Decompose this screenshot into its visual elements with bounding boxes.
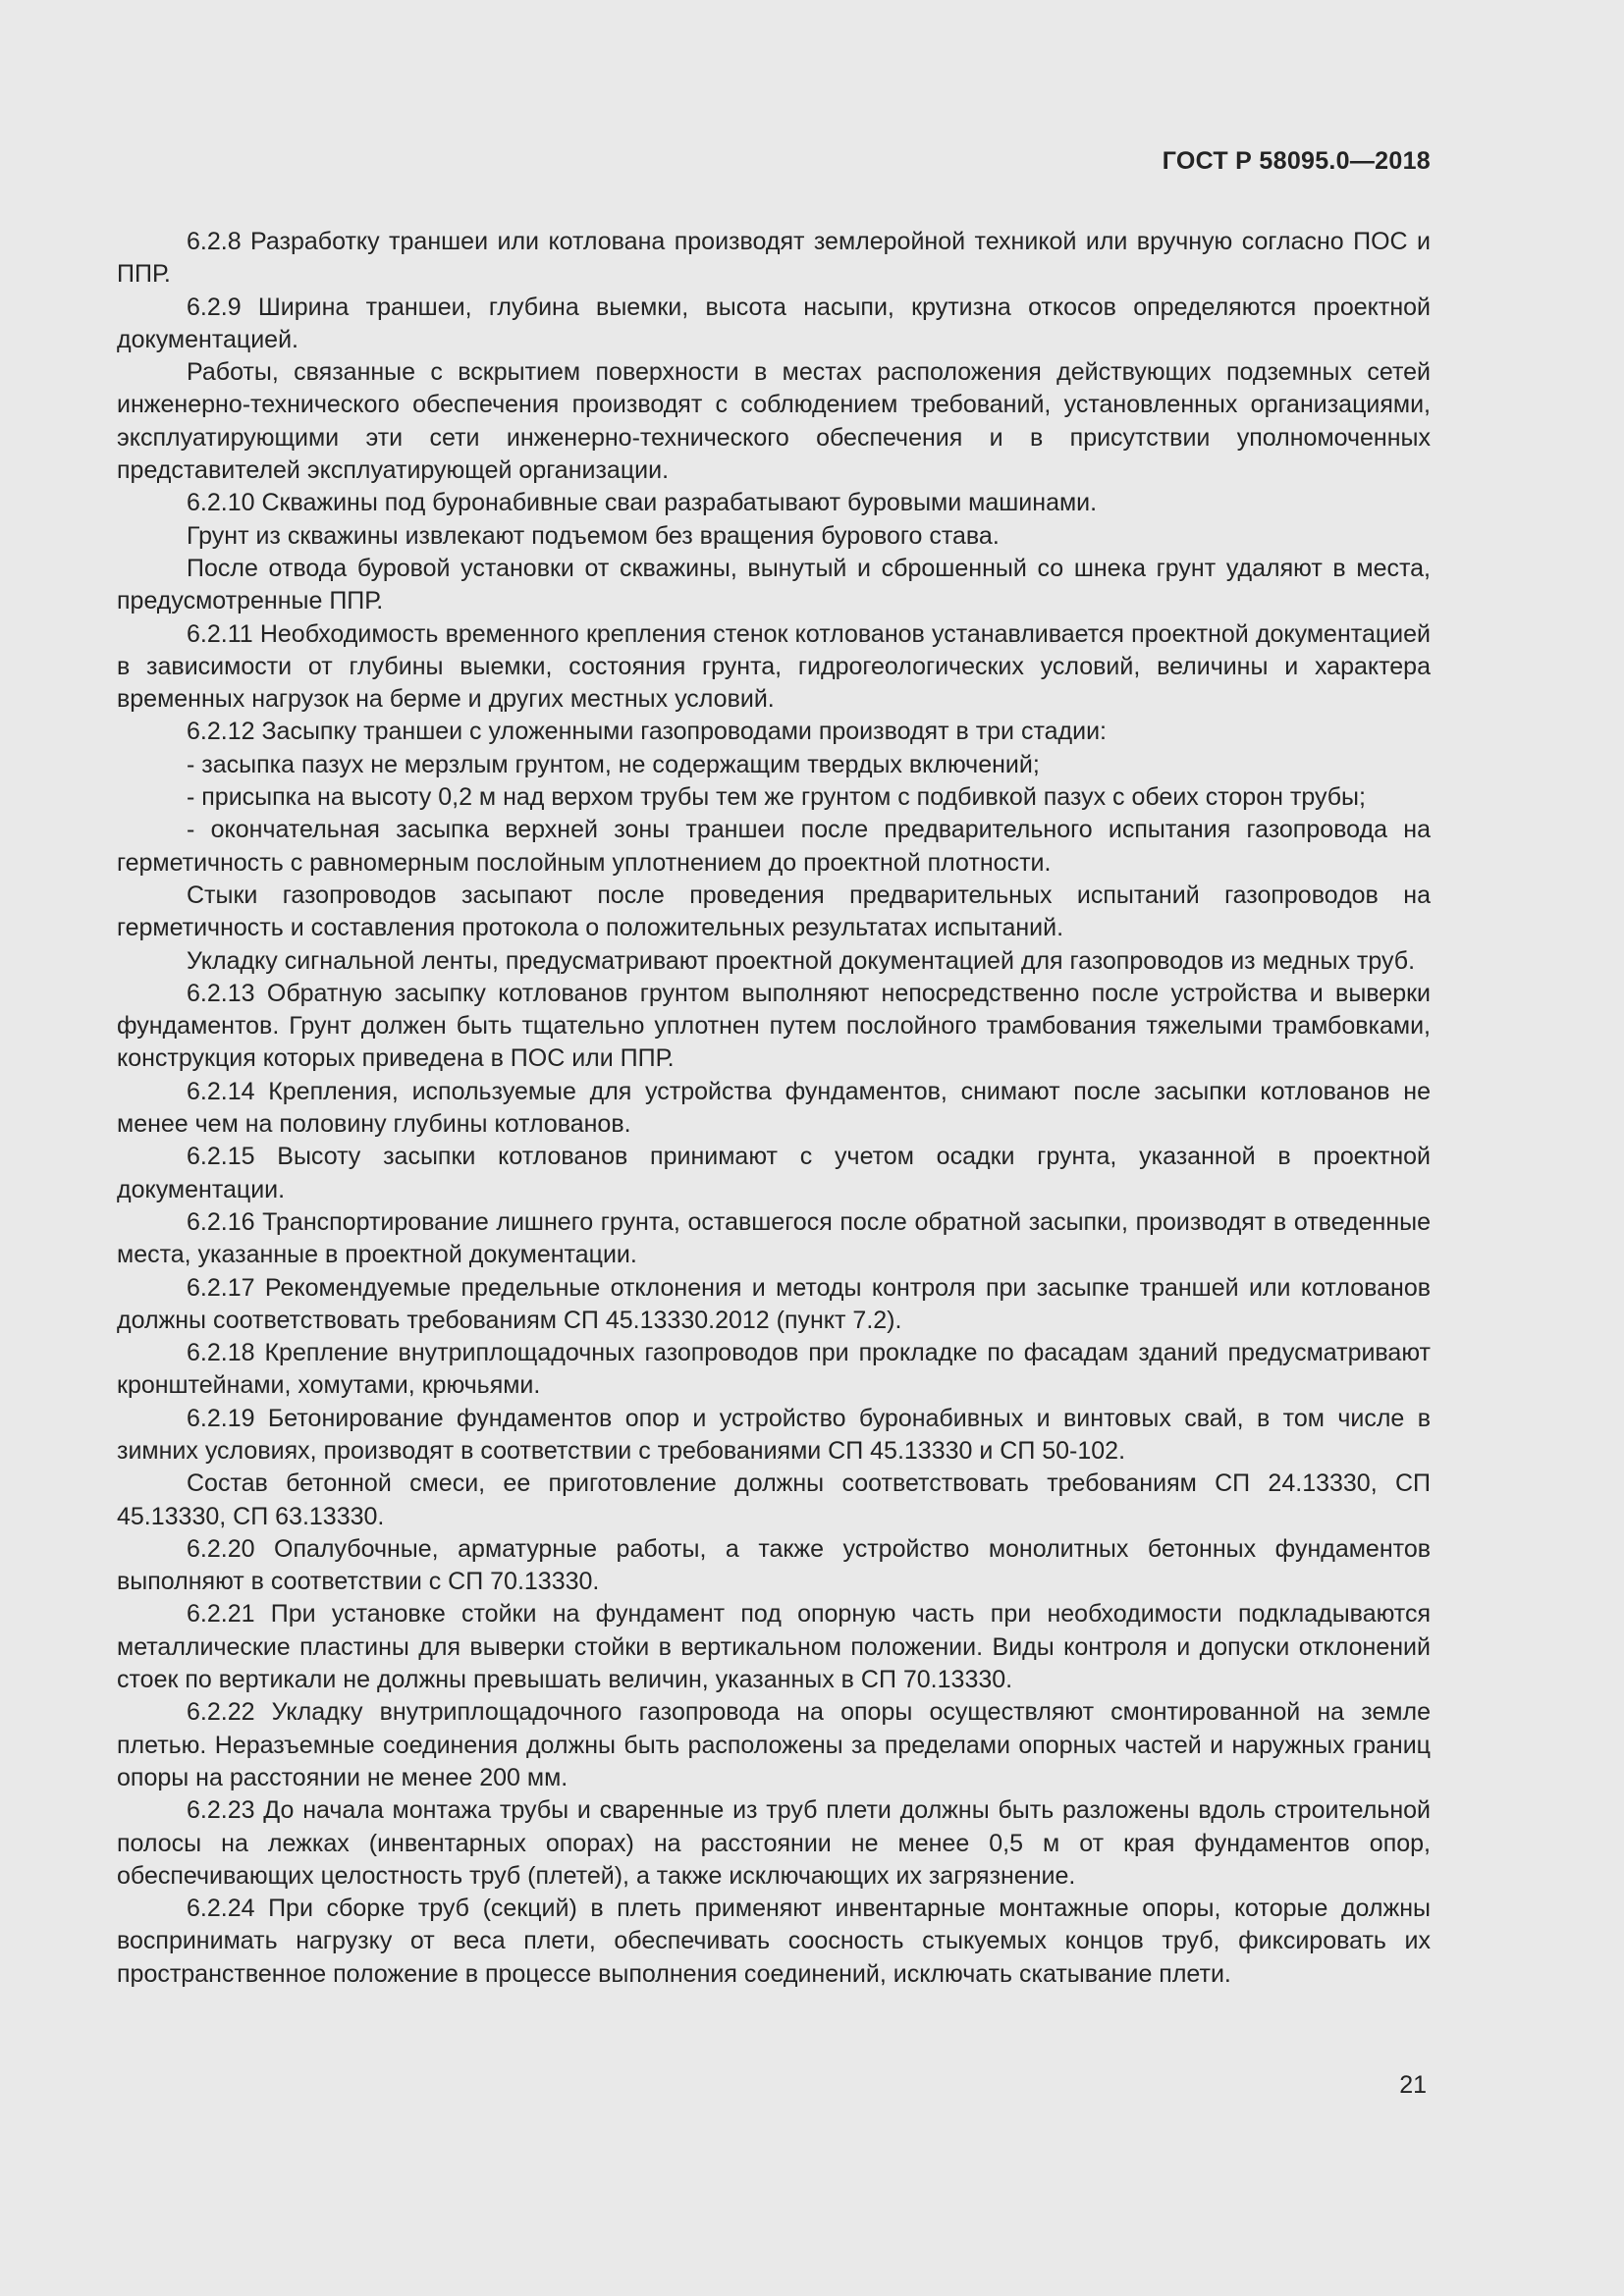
paragraph-6-2-12: 6.2.12 Засыпку траншеи с уложенными газопроводами производят в три стадии: [187, 718, 1107, 746]
paragraph-6-2-24: 6.2.24 При сборке труб (секций) в плеть применяют инвентарные монтажные опоры, которые должны воспринимать нагрузку от веса плети, обеспечивать соосность стыкуемых концов труб, фиксировать их пространственное положение в процессе выполнения соединений, исключать скатывание плети. [117, 1895, 1431, 1988]
paragraph-text: Укладку сигнальной ленты, предусматривают проектной документацией для газопроводов из медных труб. [187, 946, 1416, 975]
paragraph-text: Работы, связанные с вскрытием поверхности в местах расположения действующих подземных сетей инженерно-технического обеспечения производят с соблюдением требований, установленных организациями, эксплуатирующими эти сети инженерно-технического обеспечения и в присутствии уполномоченных представителей эксплуатирующей организации. [117, 358, 1431, 485]
paragraph-6-2-18: 6.2.18 Крепление внутриплощадочных газопроводов при прокладке по фасадам зданий предусматривают кронштейнами, хомутами, крючьями. [117, 1339, 1431, 1400]
list-item: - окончательная засыпка верхней зоны траншеи после предварительного испытания газопровода на герметичность с равномерным послойным уплотнением до проектной плотности. [117, 816, 1431, 877]
paragraph-6-2-17: 6.2.17 Рекомендуемые предельные отклонения и методы контроля при засыпке траншей или котлованов должны соответствовать требованиям СП 45.13330.2012 (пункт 7.2). [117, 1273, 1431, 1334]
paragraph-text: После отвода буровой установки от скважины, вынутый и сброшенный со шнека грунт удаляют в места, предусмотренные ППР. [117, 554, 1431, 615]
paragraph-6-2-21: 6.2.21 При установке стойки на фундамент под опорную часть при необходимости подкладываются металлические пластины для выверки стойки в вертикальном положении. Виды контроля и допуски отклонений стоек по вертикали не должны превышать величин, указанных в СП 70.13330. [117, 1600, 1431, 1694]
page-number: 21 [1399, 2071, 1427, 2099]
paragraph-6-2-10: 6.2.10 Скважины под буронабивные сваи разрабатывают буровыми машинами. [187, 489, 1098, 517]
paragraph-6-2-16: 6.2.16 Транспортирование лишнего грунта, оставшегося после обратной засыпки, производят в отведенные места, указанные в проектной документации. [117, 1207, 1431, 1269]
paragraph-text: Стыки газопроводов засыпают после проведения предварительных испытаний газопроводов на герметичность и составления протокола о положительных результатах испытаний. [117, 881, 1431, 942]
paragraph-text: Грунт из скважины извлекают подъемом без вращения бурового става. [187, 521, 1000, 550]
paragraph-6-2-19: 6.2.19 Бетонирование фундаментов опор и устройство буронабивных и винтовых свай, в том числе в зимних условиях, производят в соответствии с требованиями СП 45.13330 и СП 50-102. [117, 1404, 1431, 1465]
paragraph-6-2-8: 6.2.8 Разработку траншеи или котлована производят землеройной техникой или вручную согласно ПОС и ППР. [117, 228, 1431, 289]
list-item: - засыпка пазух не мерзлым грунтом, не содержащим твердых включений; [187, 750, 1040, 778]
paragraph-6-2-14: 6.2.14 Крепления, используемые для устройства фундаментов, снимают после засыпки котлованов не менее чем на половину глубины котлованов. [117, 1077, 1431, 1139]
document-body [117, 226, 1431, 1991]
document-header-id: ГОСТ Р 58095.0—2018 [1162, 147, 1431, 175]
paragraph-6-2-9: 6.2.9 Ширина траншеи, глубина выемки, высота насыпи, крутизна откосов определяются проектной документацией. [117, 293, 1431, 353]
paragraph-6-2-11: 6.2.11 Необходимость временного крепления стенок котлованов устанавливается проектной документацией в зависимости от глубины выемки, состояния грунта, гидрогеологических условий, величины и характера временных нагрузок на берме и других местных условий. [117, 619, 1431, 714]
paragraph-text: Состав бетонной смеси, ее приготовление должны соответствовать требованиям СП 24.13330, СП 45.13330, СП 63.13330. [117, 1469, 1431, 1530]
list-item: - присыпка на высоту 0,2 м над верхом трубы тем же грунтом с подбивкой пазух с обеих сторон трубы; [187, 783, 1366, 812]
paragraph-6-2-20: 6.2.20 Опалубочные, арматурные работы, а также устройство монолитных бетонных фундаментов выполняют в соответствии с СП 70.13330. [117, 1534, 1431, 1596]
paragraph-6-2-23: 6.2.23 До начала монтажа трубы и сваренные из труб плети должны быть разложены вдоль строительной полосы на лежках (инвентарных опорах) на расстоянии не менее 0,5 м от края фундаментов опор, обеспечивающих целостность труб (плетей), а также исключающих их загрязнение. [117, 1796, 1431, 1890]
paragraph-6-2-15: 6.2.15 Высоту засыпки котлованов принимают с учетом осадки грунта, указанной в проектной документации. [117, 1143, 1431, 1203]
paragraph-6-2-13: 6.2.13 Обратную засыпку котлованов грунтом выполняют непосредственно после устройства и выверки фундаментов. Грунт должен быть тщательно уплотнен путем послойного трамбования тяжелыми трамбовками, конструкция которых приведена в ПОС или ППР. [117, 979, 1431, 1073]
paragraph-6-2-22: 6.2.22 Укладку внутриплощадочного газопровода на опоры осуществляют смонтированной на земле плетью. Неразъемные соединения должны быть расположены за пределами опорных частей и наружных границ опоры на расстоянии не менее 200 мм. [117, 1698, 1431, 1791]
